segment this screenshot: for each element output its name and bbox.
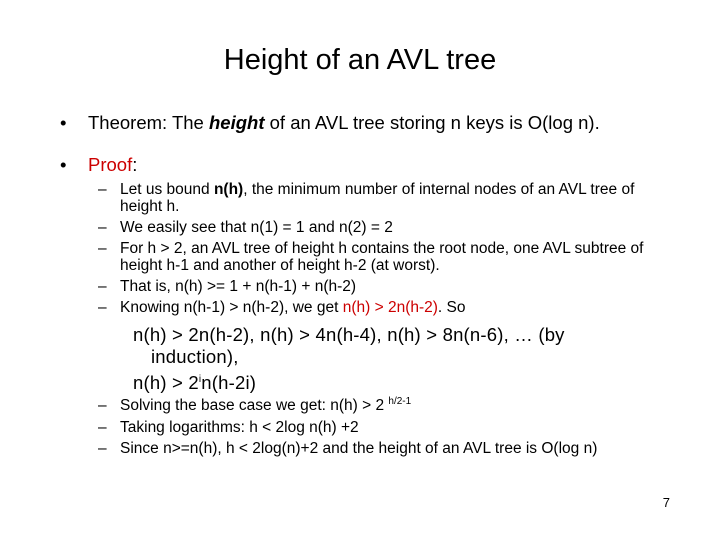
- step-item: – Knowing n(h-1) > n(h-2), we get n(h) > 2n(h-2). So: [98, 299, 466, 316]
- bullet-marker: •: [60, 154, 67, 175]
- induction-general: $n(h) > 2^in(h-2i)$: [133, 372, 257, 393]
- induction-derivation: [133, 324, 673, 368]
- page-number: 7: [662, 495, 670, 510]
- step-item: – We easily see that n(1) = 1 and n(2) = 2: [98, 219, 393, 236]
- derivation-line: n(h) > 2n(h-2), n(h) > 4n(h-4), n(h) > 8n(n-6), … (by: [133, 324, 565, 345]
- step-item: – Let us bound n(h), the minimum number of internal nodes of an AVL tree of height h.: [98, 181, 635, 215]
- theorem-bullet: [60, 112, 660, 133]
- step-item: – For h > 2, an AVL tree of height h contains the root node, one AVL subtree of height h-1 and another of height h-2 (at worst).: [98, 240, 644, 274]
- height-emphasis: height: [209, 112, 265, 133]
- proof-bullet: [60, 154, 660, 175]
- derivation-line-cont: induction),: [151, 346, 239, 367]
- conclusion-item: – Since n>=n(h), h < 2log(n)+2 and the height of an AVL tree is O(log n): [98, 440, 598, 457]
- conclusion-item: – Taking logarithms: h < 2log n(h) +2: [98, 419, 359, 436]
- step-item: – That is, n(h) >= 1 + n(h-1) + n(h-2): [98, 278, 357, 295]
- proof-label: Proof:: [88, 154, 138, 175]
- slide-title: Height of an AVL tree: [223, 44, 497, 76]
- theorem-text: Theorem: The height of an AVL tree storing n keys is O(log n).: [88, 112, 600, 133]
- conclusion-item: – Solving the base case we get: n(h) > 2 $^{h/2-1}$: [98, 395, 412, 414]
- bullet-marker: •: [60, 112, 67, 133]
